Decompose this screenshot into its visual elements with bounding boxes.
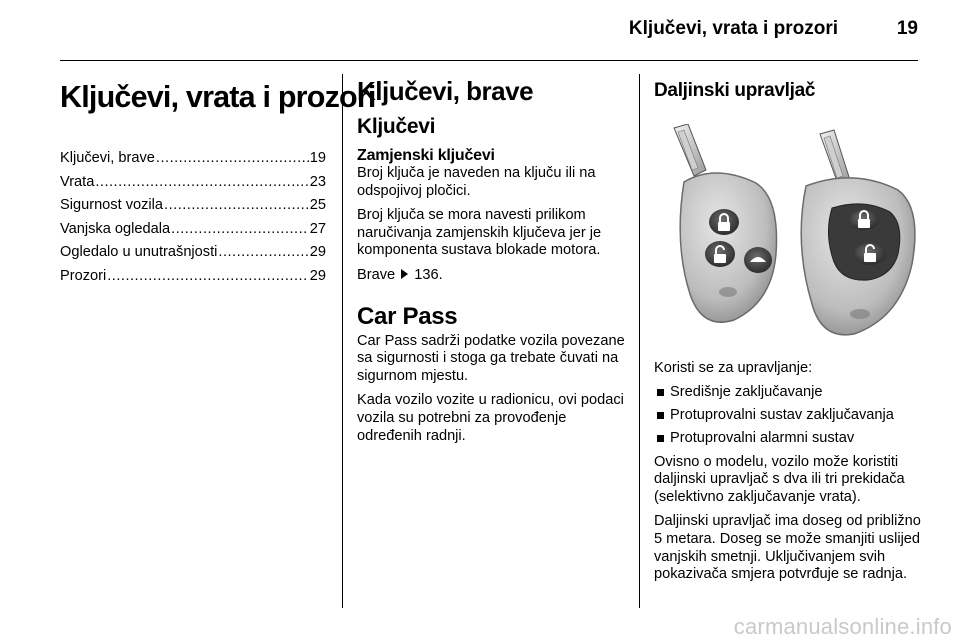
toc-item[interactable]: [60, 194, 326, 218]
header-rule: [60, 60, 918, 61]
chapter-title: Ključevi, vrata i prozori: [60, 80, 376, 114]
section-heading-remote-control: Daljinski upravljač: [654, 80, 816, 101]
section-heading-keys-locks: Ključevi, brave: [357, 76, 534, 106]
list-item: Protuprovalni alarmni sustav: [654, 427, 924, 450]
paragraph-key-order: Broj ključa se mora navesti prilikom naručivanja zamjenskih ključeva jer je komponenta sustava blokade motora.: [357, 207, 602, 259]
subsection-heading-keys: Ključevi: [357, 115, 436, 138]
toc-leader: [164, 194, 309, 218]
toc-leader: [95, 171, 308, 195]
toc-label: Ogledalo u unutrašnjosti: [60, 244, 218, 260]
two-button-key-fob-icon: [801, 178, 915, 335]
column-divider-2: [639, 74, 640, 608]
header-page-number: 19: [896, 18, 918, 39]
three-button-key-fob-icon: [680, 173, 776, 322]
list-item: Protuprovalni sustav zaključavanja: [654, 404, 924, 427]
paragraph-key-number: Broj ključa je naveden na ključu ili na odspojivoj pločici.: [357, 165, 596, 199]
subheading-replacement-keys: Zamjenski ključevi: [357, 147, 495, 164]
toc-list: [60, 147, 326, 288]
toc-page: 29: [309, 267, 326, 284]
toc-leader: [171, 218, 309, 242]
watermark: carmanualsonline.info: [733, 614, 952, 639]
remote-functions-list: [654, 381, 924, 450]
toc-label: Sigurnost vozila: [60, 197, 164, 213]
paragraph-locks-reference: [357, 267, 627, 285]
toc-page: 27: [309, 220, 326, 237]
paragraph-car-pass: Car Pass sadrži podatke vozila povezane sa sigurnosti i stoga ga trebate čuvati na sigurnom mjestu.: [357, 332, 625, 384]
header-title: Ključevi, vrata i prozori: [628, 18, 838, 39]
key-blade-right-icon: [820, 130, 850, 184]
toc-item[interactable]: [60, 241, 326, 265]
locks-ref-page[interactable]: 136.: [414, 266, 443, 283]
toc-page: 25: [309, 197, 326, 213]
toc-item[interactable]: [60, 218, 326, 242]
toc-item[interactable]: [60, 147, 326, 171]
keys-locks-column: [357, 68, 627, 452]
toc-label: Prozori: [60, 267, 107, 284]
toc-page: 19: [309, 150, 326, 166]
toc-item[interactable]: [60, 171, 326, 195]
remote-control-column: [654, 68, 924, 591]
toc-page: 29: [309, 244, 326, 260]
column-divider-1: [342, 74, 343, 608]
toc-label: Vanjska ogledala: [60, 220, 171, 237]
remote-keys-illustration: [654, 124, 924, 346]
toc-leader: [156, 147, 309, 171]
list-item: Središnje zaključavanje: [654, 381, 924, 404]
chapter-toc-column: [60, 68, 376, 288]
toc-item[interactable]: [60, 265, 326, 289]
toc-label: Vrata: [60, 173, 95, 190]
cross-reference-arrow-icon: [401, 269, 408, 279]
paragraph-remote-range: Daljinski upravljač ima doseg od približno 5 metara. Doseg se može smanjiti uslijed vanjskih smetnji. Uključivanjem svih pokazivača smjera potvrđuje se radnja.: [654, 513, 921, 583]
toc-page: 23: [309, 173, 326, 190]
toc-label: Ključevi, brave: [60, 150, 155, 166]
paragraph-remote-variants: Ovisno o modelu, vozilo može koristiti daljinski upravljač s dva ili tri prekidača (selektivno zaključavanje vrata).: [654, 453, 905, 505]
paragraph-remote-intro: Koristi se za upravljanje:: [654, 360, 813, 376]
toc-leader: [107, 265, 309, 289]
toc-leader: [218, 241, 308, 265]
subsection-heading-car-pass: Car Pass: [357, 302, 458, 330]
paragraph-workshop: Kada vozilo vozite u radionicu, ovi podaci vozila su potrebni za provođenje određenih radnji.: [357, 392, 624, 444]
locks-ref-text: Brave: [357, 266, 396, 283]
key-blade-left-icon: [674, 124, 706, 176]
